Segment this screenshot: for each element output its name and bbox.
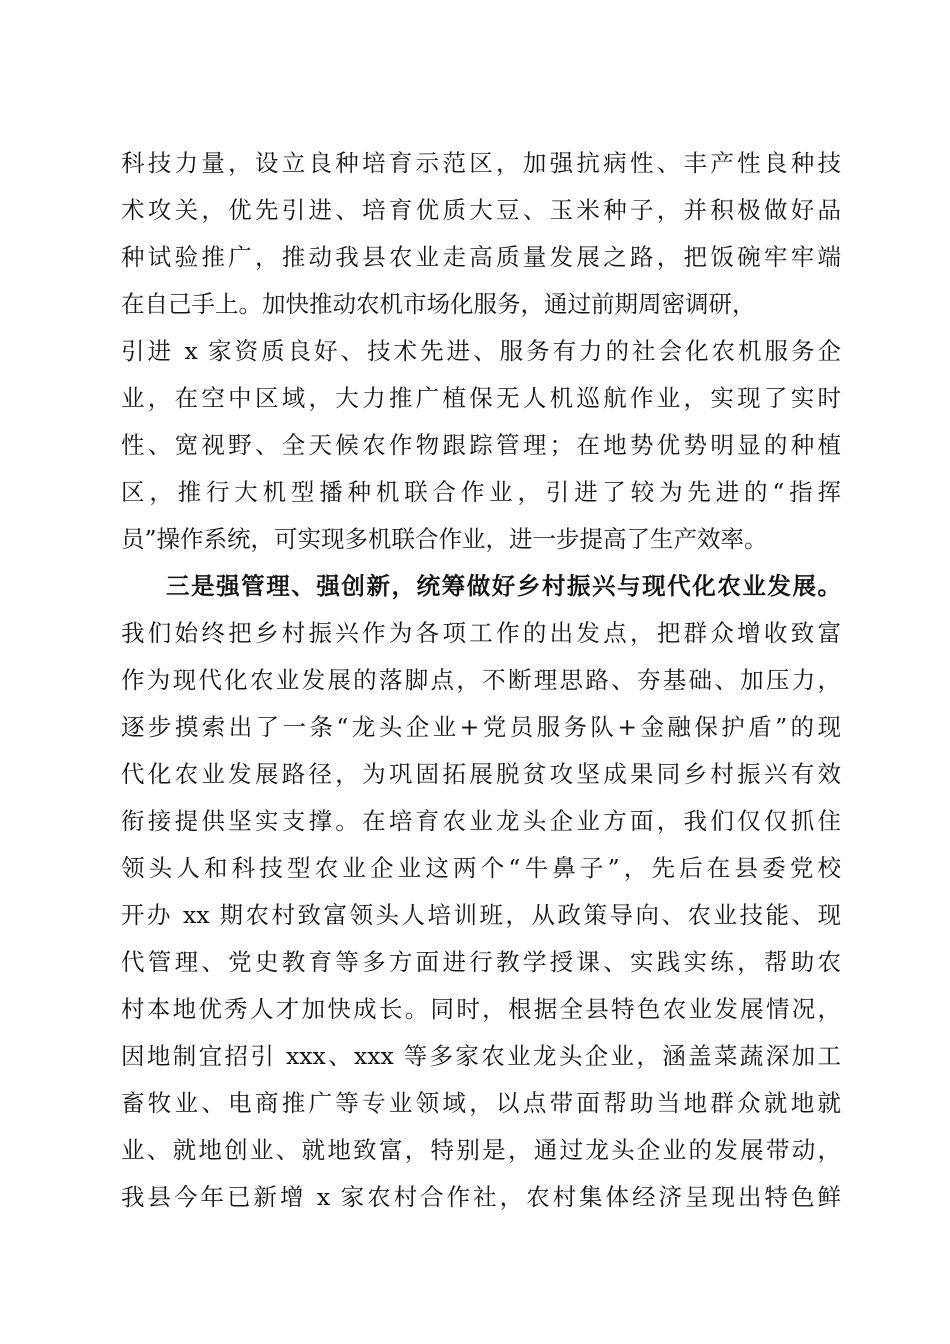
text-line: 因地制宜招引 xxx、xxx 等多家农业龙头企业，涵盖菜蔬深加工 <box>121 1042 841 1070</box>
text-line: 在自己手上。加快推动农机市场化服务，通过前期周密调研， <box>121 290 756 318</box>
text-line: 村本地优秀人才加快成长。同时，根据全县特色农业发展情况， <box>121 995 841 1023</box>
text-line: 我们始终把乡村振兴作为各项工作的出发点，把群众增收致富 <box>121 619 841 647</box>
text-line: 开办 xx 期农村致富领头人培训班，从政策导向、农业技能、现 <box>121 901 841 929</box>
text-line: 衔接提供坚实支撑。在培育农业龙头企业方面，我们仅仅抓住 <box>121 807 841 835</box>
text-line: 我县今年已新增 x 家农村合作社，农村集体经济呈现出特色鲜 <box>121 1183 841 1211</box>
text-line: 业、就地创业、就地致富，特别是，通过龙头企业的发展带动， <box>121 1136 841 1164</box>
text-line: 代管理、党史教育等多方面进行教学授课、实践实练，帮助农 <box>121 948 841 976</box>
text-line: 性、宽视野、全天候农作物跟踪管理；在地势优势明显的种植 <box>121 431 841 459</box>
text-line: 畜牧业、电商推广等专业领域，以点带面帮助当地群众就地就 <box>121 1089 841 1117</box>
text-line: 业，在空中区域，大力推广植保无人机巡航作业，实现了实时 <box>121 384 841 412</box>
section-heading: 三是强管理、强创新，统筹做好乡村振兴与现代化农业发展。 <box>166 572 841 600</box>
text-line: 科技力量，设立良种培育示范区，加强抗病性、丰产性良种技 <box>121 149 841 177</box>
text-line: 代化农业发展路径，为巩固拓展脱贫攻坚成果同乡村振兴有效 <box>121 760 841 788</box>
text-line: 逐步摸索出了一条“龙头企业+党员服务队+金融保护盾”的现 <box>121 713 841 741</box>
text-line: 术攻关，优先引进、培育优质大豆、玉米种子，并积极做好品 <box>121 196 841 224</box>
text-line: 员”操作系统，可实现多机联合作业，进一步提高了生产效率。 <box>121 525 768 553</box>
text-line: 区，推行大机型播种机联合作业，引进了较为先进的“指挥 <box>121 478 841 506</box>
text-line: 作为现代化农业发展的落脚点，不断理思路、夯基础、加压力， <box>121 666 841 694</box>
text-line: 种试验推广，推动我县农业走高质量发展之路，把饭碗牢牢端 <box>121 243 841 271</box>
text-line: 领头人和科技型农业企业这两个“牛鼻子”，先后在县委党校 <box>121 854 841 882</box>
text-line: 引进 x 家资质良好、技术先进、服务有力的社会化农机服务企 <box>121 337 841 365</box>
